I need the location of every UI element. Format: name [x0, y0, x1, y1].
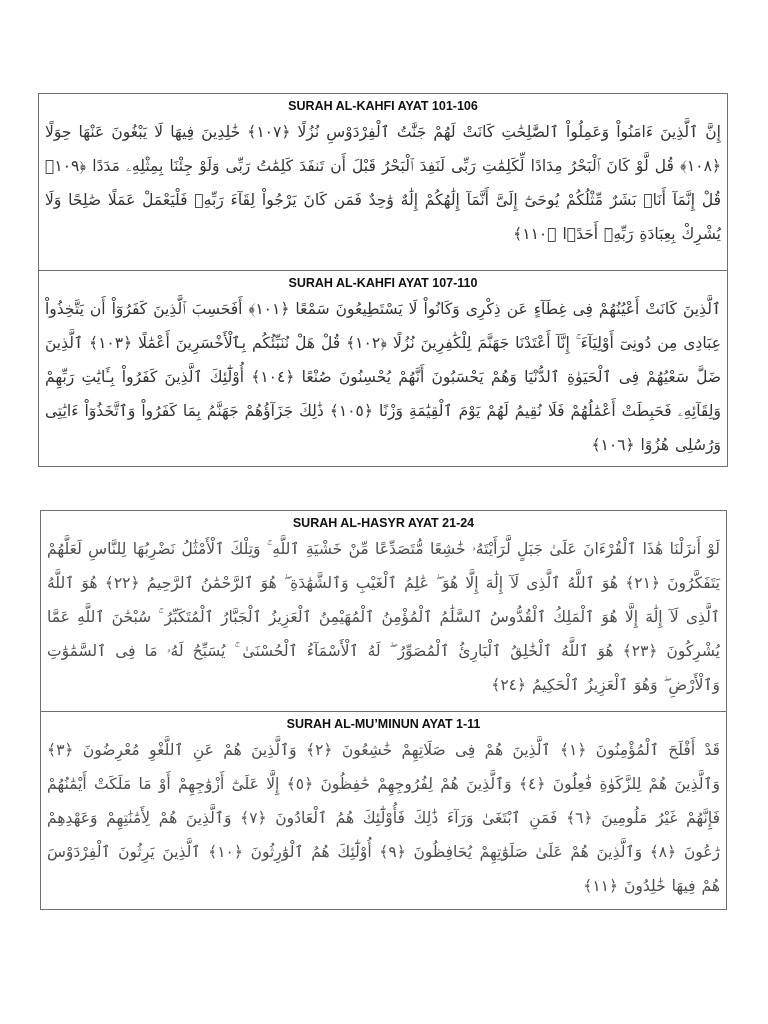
- section-kahfi-101-106: [39, 94, 727, 270]
- arabic-verses: إِنَّ ٱلَّذِينَ ءَامَنُواْ وَعَمِلُواْ ٱلصَّٰلِحَٰتِ كَانَتْ لَهُمْ جَنَّٰتُ ٱلْفِرْدَوْسِ نُزُلًا ﴿١٠٧﴾ خَٰلِدِينَ فِيهَا لَا يَبْغُونَ عَنْهَا حِوَلًا ﴿١٠٨﴾ قُل لَّوْ كَانَ ٱلْبَحْرُ مِدَادًا لِّكَلِمَٰتِ رَبِّى لَنَفِدَ ٱلْبَحْرُ قَبْلَ أَن تَنفَدَ كَلِمَٰتُ رَبِّى وَلَوْ جِئْنَا بِمِثْلِهِۦ مَدَدًا ﴿١٠٩﴾ قُلْ إِنَّمَآ أَنَا۠ بَشَرٌ مِّثْلُكُمْ يُوحَىٰٓ إِلَىَّ أَنَّمَآ إِلَٰهُكُمْ إِلَٰهٌ وَٰحِدٌ فَمَن كَانَ يَرْجُواْ لِقَآءَ رَبِّهِۦ فَلْيَعْمَلْ عَمَلًا صَٰلِحًا وَلَا يُشْرِكْ بِعِبَادَةِ رَبِّهِۦٓ أَحَدًۢا ﴿١١٠﴾: [45, 123, 721, 243]
- section-title: SURAH AL-HASYR AYAT 21-24: [292, 516, 475, 530]
- arabic-verses: ٱلَّذِينَ كَانَتْ أَعْيُنُهُمْ فِى غِطَآءٍ عَن ذِكْرِى وَكَانُواْ لَا يَسْتَطِيعُونَ سَمْعًا ﴿١٠١﴾ أَفَحَسِبَ ٱلَّذِينَ كَفَرُوٓاْ أَن يَتَّخِذُواْ عِبَادِى مِن دُونِىٓ أَوْلِيَآءَ ۚ إِنَّآ أَعْتَدْنَا جَهَنَّمَ لِلْكَٰفِرِينَ نُزُلًا ﴿١٠٢﴾ قُلْ هَلْ نُنَبِّئُكُم بِٱلْأَخْسَرِينَ أَعْمَٰلًا ﴿١٠٣﴾ ٱلَّذِينَ ضَلَّ سَعْيُهُمْ فِى ٱلْحَيَوٰةِ ٱلدُّنْيَا وَهُمْ يَحْسَبُونَ أَنَّهُمْ يُحْسِنُونَ صُنْعًا ﴿١٠٤﴾ أُوْلَٰٓئِكَ ٱلَّذِينَ كَفَرُواْ بِـَٔايَٰتِ رَبِّهِمْ وَلِقَآئِهِۦ فَحَبِطَتْ أَعْمَٰلُهُمْ فَلَا نُقِيمُ لَهُمْ يَوْمَ ٱلْقِيَٰمَةِ وَزْنًا ﴿١٠٥﴾ ذَٰلِكَ جَزَآؤُهُمْ جَهَنَّمُ بِمَا كَفَرُواْ وَٱتَّخَذُوٓاْ ءَايَٰتِى وَرُسُلِى هُزُوًا ﴿١٠٦﴾: [45, 300, 721, 454]
- table-al-kahfi: [38, 93, 728, 467]
- table-hasyr-muminun: [40, 510, 727, 910]
- arabic-verses: قَدْ أَفْلَحَ ٱلْمُؤْمِنُونَ ﴿١﴾ ٱلَّذِينَ هُمْ فِى صَلَاتِهِمْ خَٰشِعُونَ ﴿٢﴾ وَٱلَّذِينَ هُمْ عَنِ ٱللَّغْوِ مُعْرِضُونَ ﴿٣﴾ وَٱلَّذِينَ هُمْ لِلزَّكَوٰةِ فَٰعِلُونَ ﴿٤﴾ وَٱلَّذِينَ هُمْ لِفُرُوجِهِمْ حَٰفِظُونَ ﴿٥﴾ إِلَّا عَلَىٰٓ أَزْوَٰجِهِمْ أَوْ مَا مَلَكَتْ أَيْمَٰنُهُمْ فَإِنَّهُمْ غَيْرُ مَلُومِينَ ﴿٦﴾ فَمَنِ ٱبْتَغَىٰ وَرَآءَ ذَٰلِكَ فَأُوْلَٰٓئِكَ هُمُ ٱلْعَادُونَ ﴿٧﴾ وَٱلَّذِينَ هُمْ لِأَمَٰنَٰتِهِمْ وَعَهْدِهِمْ رَٰعُونَ ﴿٨﴾ وَٱلَّذِينَ هُمْ عَلَىٰ صَلَوَٰتِهِمْ يُحَافِظُونَ ﴿٩﴾ أُوْلَٰٓئِكَ هُمُ ٱلْوَٰرِثُونَ ﴿١٠﴾ ٱلَّذِينَ يَرِثُونَ ٱلْفِرْدَوْسَ هُمْ فِيهَا خَٰلِدُونَ ﴿١١﴾: [47, 741, 721, 895]
- section-title: SURAH AL-KAHFI AYAT 101-106: [288, 99, 478, 113]
- section-hasyr-21-24: [41, 511, 726, 711]
- arabic-verses: لَوْ أَنزَلْنَا هَٰذَا ٱلْقُرْءَانَ عَلَىٰ جَبَلٍ لَّرَأَيْتَهُۥ خَٰشِعًا مُّتَصَدِّعًا مِّنْ خَشْيَةِ ٱللَّهِ ۚ وَتِلْكَ ٱلْأَمْثَٰلُ نَضْرِبُهَا لِلنَّاسِ لَعَلَّهُمْ يَتَفَكَّرُونَ ﴿٢١﴾ هُوَ ٱللَّهُ ٱلَّذِى لَآ إِلَٰهَ إِلَّا هُوَ ۖ عَٰلِمُ ٱلْغَيْبِ وَٱلشَّهَٰدَةِ ۖ هُوَ ٱلرَّحْمَٰنُ ٱلرَّحِيمُ ﴿٢٢﴾ هُوَ ٱللَّهُ ٱلَّذِى لَآ إِلَٰهَ إِلَّا هُوَ ٱلْمَلِكُ ٱلْقُدُّوسُ ٱلسَّلَٰمُ ٱلْمُؤْمِنُ ٱلْمُهَيْمِنُ ٱلْعَزِيزُ ٱلْجَبَّارُ ٱلْمُتَكَبِّرُ ۚ سُبْحَٰنَ ٱللَّهِ عَمَّا يُشْرِكُونَ ﴿٢٣﴾ هُوَ ٱللَّهُ ٱلْخَٰلِقُ ٱلْبَارِئُ ٱلْمُصَوِّرُ ۖ لَهُ ٱلْأَسْمَآءُ ٱلْحُسْنَىٰ ۚ يُسَبِّحُ لَهُۥ مَا فِى ٱلسَّمَٰوَٰتِ وَٱلْأَرْضِ ۖ وَهُوَ ٱلْعَزِيزُ ٱلْحَكِيمُ ﴿٢٤﴾: [47, 540, 720, 694]
- section-kahfi-107-110: [39, 270, 727, 466]
- section-title: SURAH AL-MU’MINUN AYAT 1-11: [286, 717, 481, 731]
- section-muminun-1-11: [41, 711, 726, 909]
- section-title: SURAH AL-KAHFI AYAT 107-110: [288, 276, 478, 290]
